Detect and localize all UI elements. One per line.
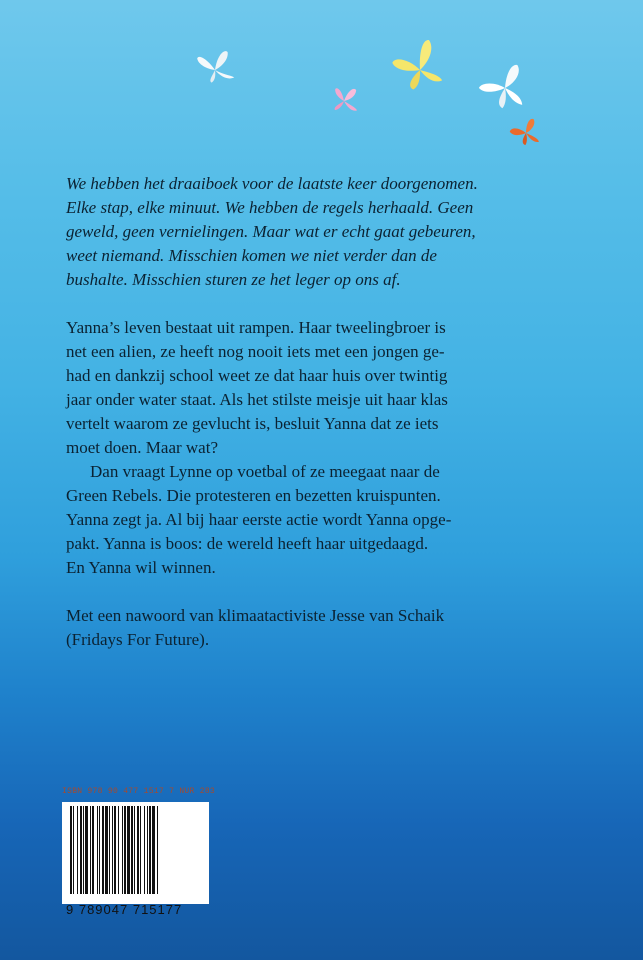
white-butterfly-right (478, 65, 523, 110)
white-butterfly-left (197, 50, 235, 84)
barcode-bar (80, 806, 82, 894)
afterword-line: Met een nawoord van klimaatactiviste Jesse van Schaik (66, 606, 445, 625)
barcode-bar (114, 806, 116, 894)
barcode-bars (62, 802, 209, 904)
barcode-bar (90, 806, 91, 894)
barcode-bar (97, 806, 98, 894)
summary-line: pakt. Yanna is boos: de wereld heeft haar uitgedaagd. (66, 534, 429, 553)
barcode-bar (122, 806, 123, 894)
summary-line: Green Rebels. Die protesteren en bezetten kruispunten. (66, 486, 441, 505)
afterword-note (66, 604, 614, 652)
barcode-bar (85, 806, 88, 894)
afterword-line: (Fridays For Future). (66, 630, 210, 649)
barcode-bar (83, 806, 84, 894)
barcode-bar (118, 806, 119, 894)
barcode-bar (105, 806, 108, 894)
summary-line: jaar onder water staat. Als het stilste meisje uit haar klas (66, 390, 448, 409)
summary-paragraph-1 (66, 316, 614, 460)
opening-quote (66, 172, 614, 292)
barcode-bar (147, 806, 148, 894)
barcode-bar (109, 806, 110, 894)
barcode-digits: 9 789047 715177 (66, 902, 183, 917)
barcode-bar (124, 806, 126, 894)
summary-line: En Yanna wil winnen. (66, 558, 216, 577)
summary-line: Yanna zegt ja. Al bij haar eerste actie wordt Yanna opge- (66, 510, 452, 529)
barcode-bar (99, 806, 100, 894)
summary-line: vertelt waarom ze gevlucht is, besluit Yanna dat ze iets (66, 414, 439, 433)
barcode-bar (77, 806, 78, 894)
barcode-bar (152, 806, 155, 894)
pink-butterfly (333, 87, 359, 112)
quote-line: bushalte. Misschien sturen ze het leger op ons af. (66, 270, 401, 289)
barcode-bar (137, 806, 139, 894)
barcode-bar (131, 806, 133, 894)
summary-line: had en dankzij school weet ze dat haar huis over twintig (66, 366, 448, 385)
summary-line: Yanna’s leven bestaat uit rampen. Haar tweelingbroer is (66, 318, 446, 337)
orange-butterfly (509, 118, 540, 146)
summary-line: moet doen. Maar wat? (66, 438, 218, 457)
barcode-panel (62, 802, 209, 917)
isbn-barcode-block (62, 786, 216, 918)
summary-line: Dan vraagt Lynne op voetbal of ze meegaat naar de (90, 462, 440, 481)
barcode-bar (73, 806, 74, 894)
quote-line: geweld, geen vernielingen. Maar wat er echt gaat gebeuren, (66, 222, 476, 241)
summary-line: net een alien, ze heeft nog nooit iets met een jongen ge- (66, 342, 445, 361)
summary-paragraph-2 (66, 460, 614, 580)
barcode-bar (112, 806, 113, 894)
barcode-bar (70, 806, 72, 894)
barcode-bar (144, 806, 145, 894)
quote-line: weet niemand. Misschien komen we niet verder dan de (66, 246, 437, 265)
quote-line: We hebben het draaiboek voor de laatste keer doorgenomen. (66, 174, 478, 193)
barcode-bar (92, 806, 94, 894)
barcode-bar (157, 806, 158, 894)
barcode-bar (102, 806, 104, 894)
barcode-bar (127, 806, 130, 894)
barcode-bar (140, 806, 141, 894)
barcode-bar (149, 806, 151, 894)
quote-line: Elke stap, elke minuut. We hebben de regels herhaald. Geen (66, 198, 474, 217)
back-cover-blurb (66, 172, 614, 652)
barcode-bar (134, 806, 135, 894)
yellow-butterfly (389, 39, 442, 93)
isbn-label: ISBN 978 90 477 1517 7 NUR 283 (62, 787, 216, 796)
butterflies-illustration (0, 0, 643, 170)
